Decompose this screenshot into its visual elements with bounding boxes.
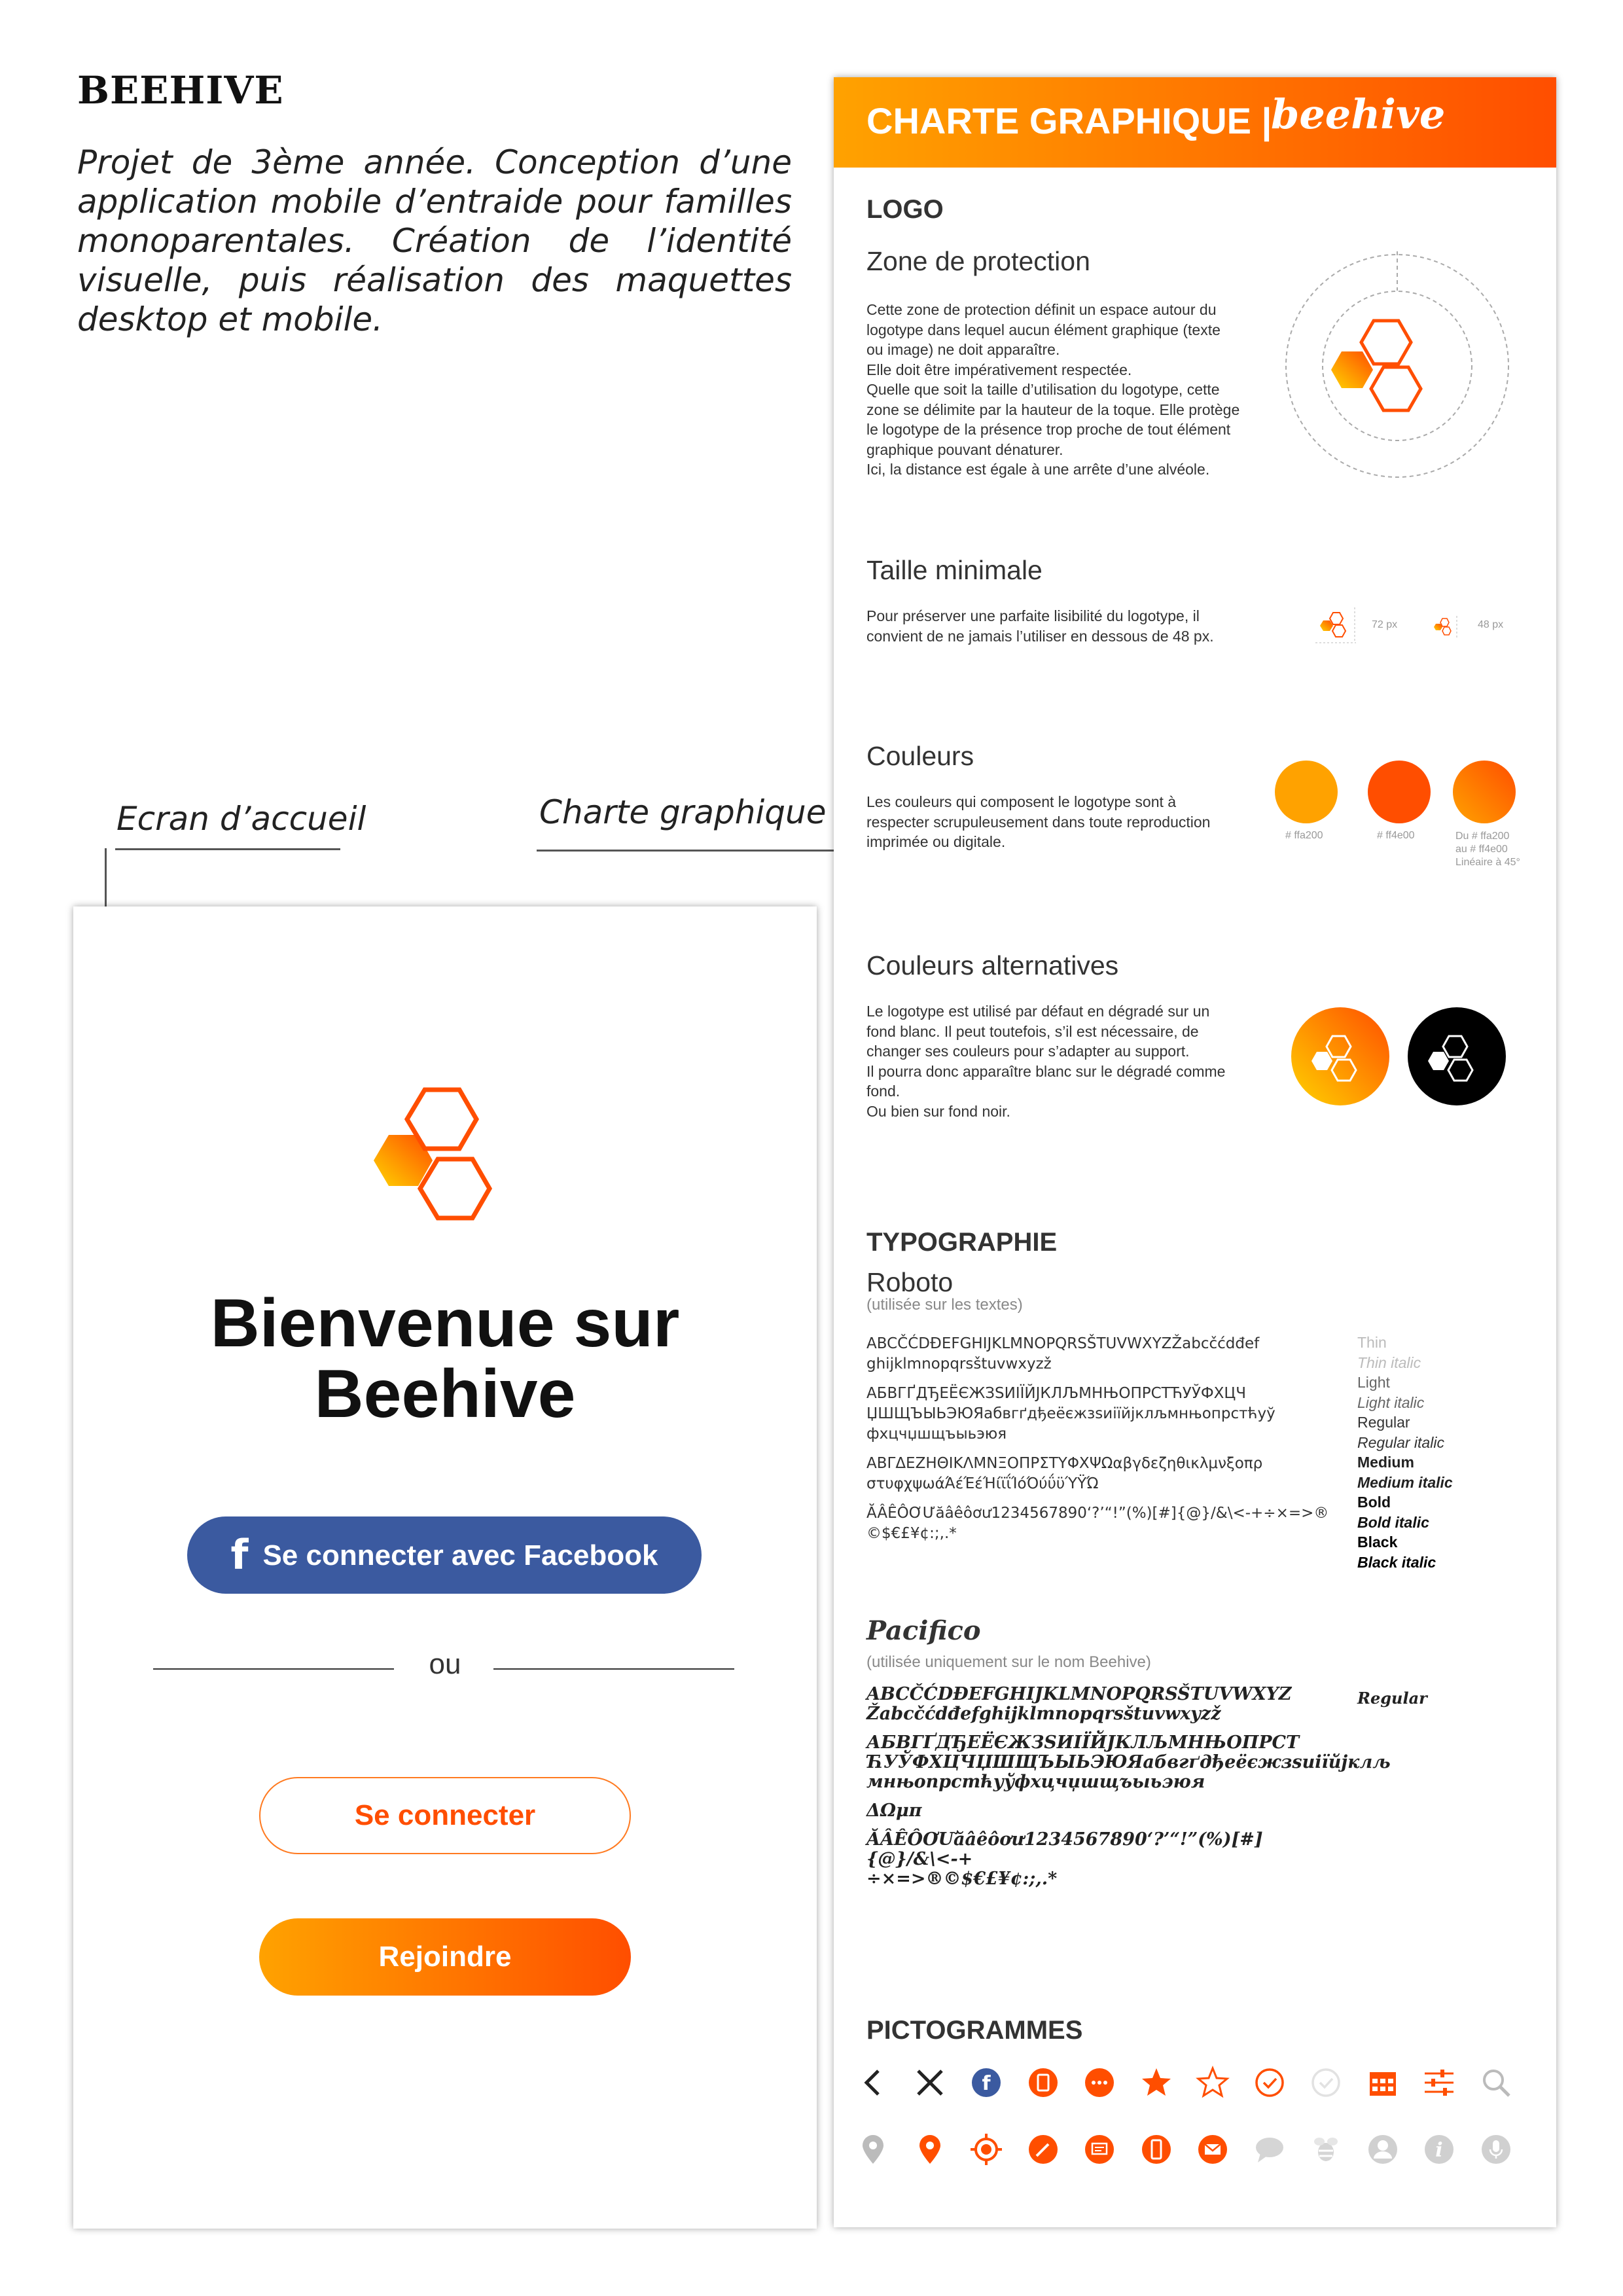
location-grey-icon	[853, 2130, 893, 2169]
protection-text-line: Ici, la distance est égale à une arrête d’une alvéole.	[866, 461, 1210, 478]
color-label-gradient: Du # ffa200 au # ff4e00 Linéaire à 45°	[1455, 831, 1520, 868]
colors-title: Couleurs	[866, 741, 974, 771]
roboto-glyph-line: ABCČĆDĐEFGHIJKLMNOPQRSŠTUVWXYZŽabcčćdđef	[866, 1335, 1260, 1352]
colors-text	[866, 792, 1210, 852]
or-separator: ou	[429, 1648, 461, 1680]
roboto-weight-item: Medium	[1357, 1454, 1414, 1471]
roboto-title: Roboto	[866, 1267, 954, 1297]
pacifico-glyph-line: ЋУЎФХЦЧЏШЩЪЫЬЭЮЯабвгґдђеёєжзѕиіїйјклљ	[866, 1752, 1391, 1772]
alt-colors-text-line: Ou bien sur fond noir.	[866, 1102, 1010, 1120]
min-size-text	[866, 606, 1214, 646]
pacifico-glyph-line	[866, 1724, 1298, 1733]
facebook-login-label: Se connecter avec Facebook	[262, 1539, 658, 1571]
facebook-icon	[967, 2063, 1006, 2102]
phone-icon	[1137, 2130, 1176, 2169]
roboto-glyph-line: ЏШЩЪЫЬЭЮЯабвгґдђеёєжзѕиіїйјклљмнњопрстћуў	[866, 1405, 1275, 1422]
pacifico-weight: Regular	[1357, 1689, 1427, 1708]
protection-text-line: logotype dans lequel aucun élément graphique (texte	[866, 321, 1221, 338]
pictograms-section-title: PICTOGRAMMES	[866, 2016, 1083, 2045]
facebook-icon: f	[230, 1531, 249, 1579]
protection-zone-text	[866, 300, 1240, 480]
bee-icon	[1306, 2130, 1346, 2169]
logo-top-cell	[407, 1090, 476, 1149]
logo-72px-sample	[1314, 601, 1360, 653]
roboto-weight-item: Bold italic	[1357, 1513, 1429, 1531]
roboto-glyph-line: στυφχψωάΆέΈέΉίϊΐΊόΌύΰϋΎΫΏ	[866, 1475, 1099, 1492]
pacifico-glyph-line: АБВГҐДЂЕЁЄЖЗЅИІЇЙЈКЛЉМНЊОПРСТ	[866, 1732, 1300, 1753]
caption-home-underline	[115, 848, 340, 850]
color-swatch-gradient	[1453, 761, 1516, 823]
edit-icon	[1024, 2130, 1063, 2169]
roboto-glyph-set	[866, 1334, 1329, 1544]
welcome-line-1: Bienvenue sur	[210, 1285, 680, 1361]
logo-on-black	[1407, 1007, 1507, 1106]
size-72-label: 72 px	[1372, 619, 1398, 630]
caption-brand-underline	[537, 850, 835, 852]
pacifico-glyph-line: мнњопрстћуўфхцчџшщъыьэюя	[866, 1772, 1205, 1792]
roboto-glyph-line: ©$€£¥¢:;,.*	[866, 1525, 957, 1542]
roboto-glyph-line	[866, 1374, 1329, 1384]
pacifico-title: Pacifico	[866, 1615, 981, 1646]
project-description: Projet de 3ème année. Conception d’une application mobile d’entraide pour familles monoparentales. Création de l’identité visuelle, puis réalisation des maquettes desktop et mobile.	[77, 143, 792, 338]
roboto-weight-item: Light italic	[1357, 1393, 1425, 1411]
typography-section-title: TYPOGRAPHIE	[866, 1228, 1058, 1257]
home-screen-mockup	[73, 906, 817, 2229]
min-size-text-line: convient de ne jamais l’utiliser en dessous de 48 px.	[866, 627, 1214, 645]
roboto-glyph-line: ΑΒΓΔΕΖΗΘΙΚΛΜΝΞΟΠΡΣΤΥΦΧΨΩαβγδεζηθικλμνξοπρ	[866, 1455, 1263, 1472]
login-button[interactable]: Se connecter	[259, 1777, 631, 1854]
star-filled-icon	[1137, 2063, 1176, 2102]
pacifico-glyph-line: ÷×=>®©$€£¥¢:;,.*	[866, 1869, 1058, 1889]
pacifico-glyph-line: Žabcčćdđefghijklmnopqrsštuvwxyzž	[866, 1704, 1221, 1724]
pacifico-glyph-line	[866, 1821, 1298, 1830]
protection-text-line: le logotype de la présence trop proche de tout élément	[866, 421, 1231, 438]
logo-on-gradient	[1291, 1007, 1390, 1106]
brand-guide-panel	[834, 77, 1556, 2227]
check-circle-icon	[1250, 2063, 1289, 2102]
alt-colors-title: Couleurs alternatives	[866, 950, 1119, 980]
message-icon	[1080, 2130, 1119, 2169]
roboto-weight-list	[1357, 1333, 1453, 1572]
target-icon	[967, 2130, 1006, 2169]
protection-text-line: Cette zone de protection définit un espace autour du	[866, 301, 1217, 318]
roboto-glyph-line: фхцчџшщъыьэюя	[866, 1426, 1007, 1443]
star-outline-icon	[1193, 2063, 1232, 2102]
svg-text:f: f	[982, 2072, 991, 2095]
pacifico-glyph-line	[866, 1792, 1298, 1801]
colors-text-line: respecter scrupuleusement dans toute reproduction	[866, 813, 1211, 831]
roboto-glyph-line: ghijklmnopqrsštuvwxyzž	[866, 1355, 1052, 1372]
info-icon	[1419, 2130, 1459, 2169]
protection-zone-diagram	[1283, 251, 1512, 480]
chevron-left-icon	[853, 2063, 893, 2102]
logo-section-title: LOGO	[866, 195, 944, 224]
roboto-weight-item: Thin	[1357, 1334, 1387, 1351]
protection-text-line: zone se délimite par la hauteur de la toque. Elle protège	[866, 401, 1240, 418]
roboto-glyph-line: ĂÂÊÔƠƯăâêôơư1234567890‘?’“!”(%)[#]{@}/&\<-+÷×=>®	[866, 1505, 1329, 1522]
check-circle-faded-icon	[1306, 2063, 1346, 2102]
pacifico-glyph-set	[866, 1684, 1391, 1889]
pacifico-glyph-line: ĂÂÊÔƠƯăâêôơư1234567890‘?’“!”(%)[#]{@}/&\<-+	[866, 1829, 1263, 1869]
caption-home-screen: Ecran d’accueil	[116, 800, 366, 838]
roboto-glyph-line: АБВГҐДЂЕЁЄЖЗЅИІЇЙЈКЛЉМНЊОПРСТЋУЎФХЦЧ	[866, 1385, 1247, 1402]
roboto-weight-item: Thin italic	[1357, 1354, 1421, 1371]
logo-48px-sample	[1431, 611, 1463, 643]
size-48-label: 48 px	[1478, 619, 1504, 630]
alt-colors-text-line: fond.	[866, 1083, 901, 1100]
brand-guide-title: CHARTE GRAPHIQUE |	[866, 100, 1272, 141]
welcome-heading	[73, 1285, 817, 1432]
pacifico-note: (utilisée uniquement sur le nom Beehive)	[866, 1653, 1151, 1671]
roboto-weight-item: Regular	[1357, 1414, 1410, 1431]
pacifico-glyph-line: ABCČĆDĐEFGHIJKLMNOPQRSŠTUVWXYZ	[866, 1684, 1292, 1704]
roboto-weight-item: Bold	[1357, 1494, 1391, 1511]
beehive-logo	[343, 1082, 539, 1259]
color-swatch-orange	[1275, 761, 1338, 823]
min-size-text-line: Pour préserver une parfaite lisibilité du logotype, il	[866, 607, 1200, 624]
alt-colors-text-line: changer ses couleurs pour s’adapter au support.	[866, 1043, 1190, 1060]
roboto-glyph-line	[866, 1494, 1329, 1503]
roboto-weight-item: Black	[1357, 1534, 1398, 1551]
join-button[interactable]: Rejoindre	[259, 1918, 631, 1996]
protection-text-line: graphique pouvant dénaturer.	[866, 440, 1063, 458]
tablet-icon	[1024, 2063, 1063, 2102]
brand-guide-wordmark: beehive	[1271, 90, 1446, 138]
facebook-login-button[interactable]	[187, 1516, 702, 1594]
protection-text-line: Quelle que soit la taille d’utilisation du logotype, cette	[866, 381, 1220, 398]
colors-text-line: Les couleurs qui composent le logotype sont à	[866, 793, 1177, 810]
color-label-red-orange: # ff4e00	[1377, 830, 1415, 841]
alt-colors-text-line: fond blanc. Il peut toutefois, s’il est nécessaire, de	[866, 1022, 1199, 1040]
caption-home-connector	[105, 848, 107, 907]
roboto-glyph-line	[866, 1444, 1329, 1454]
colors-text-line: imprimée ou digitale.	[866, 833, 1006, 850]
protection-zone-title: Zone de protection	[866, 246, 1090, 276]
roboto-weight-item: Medium italic	[1357, 1473, 1453, 1491]
mail-icon	[1193, 2130, 1232, 2169]
roboto-note: (utilisée sur les textes)	[866, 1296, 1023, 1314]
search-icon	[1476, 2063, 1516, 2102]
close-icon	[910, 2063, 950, 2102]
calendar-icon	[1363, 2063, 1402, 2102]
alt-colors-text	[866, 1001, 1225, 1121]
logo-bottom-cell	[420, 1159, 490, 1218]
svg-text:i: i	[1435, 2139, 1443, 2162]
location-icon	[910, 2130, 950, 2169]
color-label-orange: # ffa200	[1285, 830, 1323, 841]
caption-brand-guide: Charte graphique	[539, 793, 827, 831]
welcome-line-2: Beehive	[314, 1356, 576, 1432]
alt-colors-text-line: Il pourra donc apparaître blanc sur le dégradé comme	[866, 1062, 1226, 1080]
roboto-weight-item: Black italic	[1357, 1553, 1436, 1571]
min-size-title: Taille minimale	[866, 555, 1043, 585]
more-icon	[1080, 2063, 1119, 2102]
color-swatch-red-orange	[1368, 761, 1431, 823]
chat-bubble-icon	[1250, 2130, 1289, 2169]
microphone-icon	[1476, 2130, 1516, 2169]
protection-text-line: ou image) ne doit apparaître.	[866, 341, 1060, 358]
alt-colors-text-line: Le logotype est utilisé par défaut en dégradé sur un	[866, 1003, 1210, 1020]
protection-text-line: Elle doit être impérativement respectée.	[866, 361, 1132, 378]
pacifico-glyph-line: ΔΩμπ	[866, 1801, 922, 1821]
settings-sliders-icon	[1419, 2063, 1459, 2102]
project-title: BEEHIVE	[77, 68, 284, 113]
user-icon	[1363, 2130, 1402, 2169]
roboto-weight-item: Regular italic	[1357, 1433, 1444, 1451]
roboto-weight-item: Light	[1357, 1374, 1390, 1391]
